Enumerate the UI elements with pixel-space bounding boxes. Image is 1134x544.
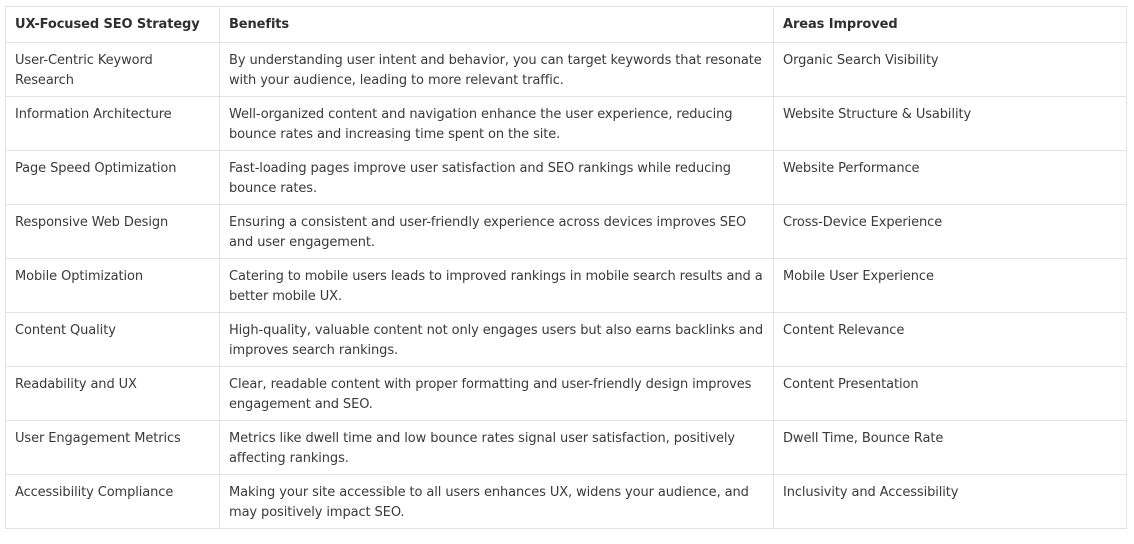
table-row: [6, 421, 1127, 475]
strategy-cell: Readability and UX: [6, 367, 220, 421]
table-row: [6, 97, 1127, 151]
areas-improved-cell: Website Structure & Usability: [774, 97, 1127, 151]
areas-improved-cell: Website Performance: [774, 151, 1127, 205]
areas-improved-cell: Inclusivity and Accessibility: [774, 475, 1127, 529]
table-row: [6, 259, 1127, 313]
header-areas-improved: Areas Improved: [774, 7, 1127, 43]
strategy-cell: Page Speed Optimization: [6, 151, 220, 205]
benefits-cell: Clear, readable content with proper formatting and user-friendly design improves engagement and SEO.: [220, 367, 774, 421]
areas-improved-cell: Organic Search Visibility: [774, 43, 1127, 97]
strategy-cell: Accessibility Compliance: [6, 475, 220, 529]
strategy-cell: Information Architecture: [6, 97, 220, 151]
header-benefits: Benefits: [220, 7, 774, 43]
table-row: [6, 367, 1127, 421]
header-strategy: UX-Focused SEO Strategy: [6, 7, 220, 43]
seo-strategy-table-container: [5, 6, 1127, 529]
strategy-cell: Content Quality: [6, 313, 220, 367]
strategy-cell: Mobile Optimization: [6, 259, 220, 313]
strategy-cell: Responsive Web Design: [6, 205, 220, 259]
table-row: [6, 313, 1127, 367]
benefits-cell: Making your site accessible to all users enhances UX, widens your audience, and may positively impact SEO.: [220, 475, 774, 529]
areas-improved-cell: Cross-Device Experience: [774, 205, 1127, 259]
table-row: [6, 205, 1127, 259]
areas-improved-cell: Mobile User Experience: [774, 259, 1127, 313]
seo-strategy-table: [5, 6, 1127, 529]
areas-improved-cell: Content Presentation: [774, 367, 1127, 421]
areas-improved-cell: Dwell Time, Bounce Rate: [774, 421, 1127, 475]
table-row: [6, 43, 1127, 97]
benefits-cell: Metrics like dwell time and low bounce rates signal user satisfaction, positively affecting rankings.: [220, 421, 774, 475]
benefits-cell: By understanding user intent and behavior, you can target keywords that resonate with your audience, leading to more relevant traffic.: [220, 43, 774, 97]
table-row: [6, 151, 1127, 205]
benefits-cell: High-quality, valuable content not only engages users but also earns backlinks and improves search rankings.: [220, 313, 774, 367]
benefits-cell: Ensuring a consistent and user-friendly experience across devices improves SEO and user engagement.: [220, 205, 774, 259]
benefits-cell: Fast-loading pages improve user satisfaction and SEO rankings while reducing bounce rates.: [220, 151, 774, 205]
table-header-row: [6, 7, 1127, 43]
table-row: [6, 475, 1127, 529]
benefits-cell: Well-organized content and navigation enhance the user experience, reducing bounce rates and increasing time spent on the site.: [220, 97, 774, 151]
strategy-cell: User Engagement Metrics: [6, 421, 220, 475]
benefits-cell: Catering to mobile users leads to improved rankings in mobile search results and a better mobile UX.: [220, 259, 774, 313]
strategy-cell: User-Centric Keyword Research: [6, 43, 220, 97]
areas-improved-cell: Content Relevance: [774, 313, 1127, 367]
